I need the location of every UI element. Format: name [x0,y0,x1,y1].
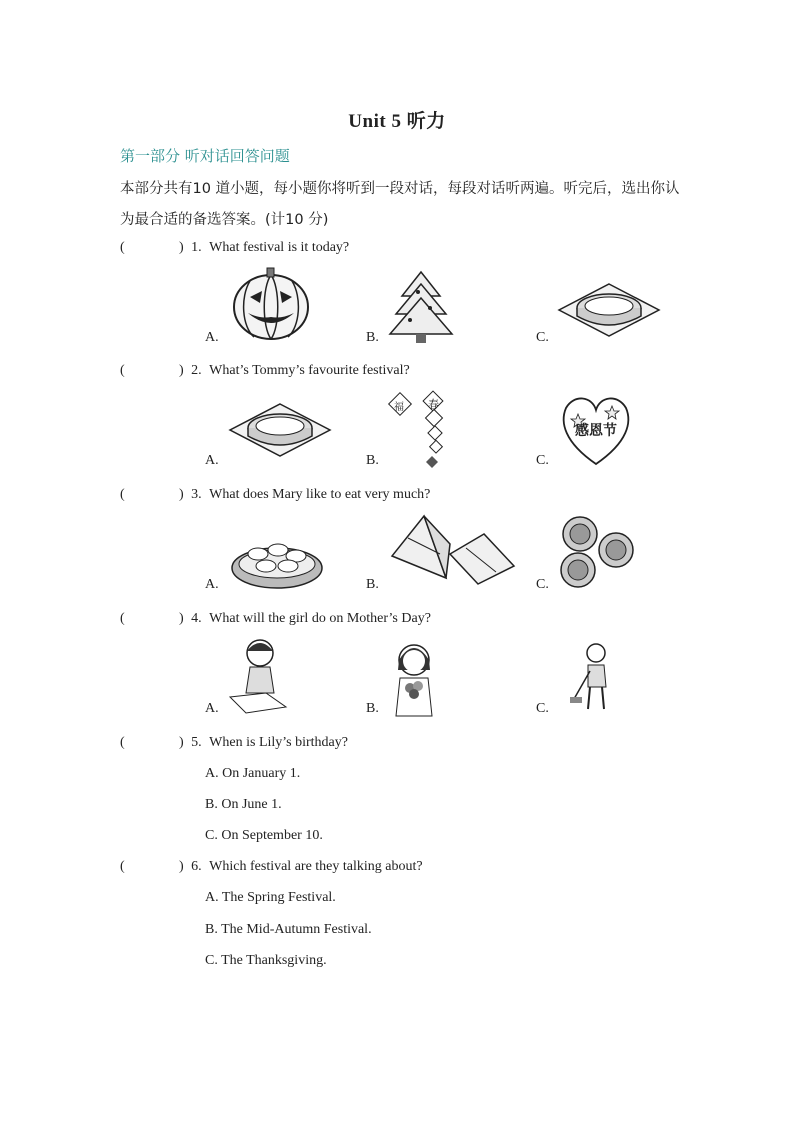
option-5c[interactable]: C. On September 10. [205,828,323,843]
question-text: What does Mary like to eat very much? [209,487,431,502]
question-number: 1. [191,240,202,255]
option-6c[interactable]: C. The Thanksgiving. [205,953,327,968]
instructions: 本部分共有10 道小题，每小题你将听到一段对话，每段对话听两遍。听完后，选出你认为最合适的备选答案。(计10 分) [120,181,680,228]
question-number: 5. [191,735,202,750]
question-text: When is Lily’s birthday? [209,735,348,750]
heart-label: 感恩节 [575,424,617,439]
answer-blank[interactable]: ( [120,611,125,626]
dumplings-plate-icon [230,532,324,590]
option-5b[interactable]: B. On June 1. [205,797,282,812]
question-text: What will the girl do on Mother’s Day? [209,611,431,626]
girl-drawing-icon [226,637,290,715]
mooncakes-stack-icon [556,514,636,592]
zongzi-icon [388,514,516,586]
mooncake-icon [557,282,661,338]
girl-flowers-icon [392,640,436,718]
question-text: Which festival are they talking about? [209,859,423,874]
answer-blank[interactable]: ( [120,363,125,378]
question-number: 3. [191,487,202,502]
section-heading: 第一部分 听对话回答问题 [120,147,290,165]
question-3: ( ) 3. What does Mary like to eat very much? [120,487,431,502]
question-6: ( ) 6. Which festival are they talking about? [120,859,423,874]
answer-blank[interactable]: ( [120,240,125,255]
option-6b[interactable]: B. The Mid-Autumn Festival. [205,922,372,937]
question-2: ( ) 2. What’s Tommy’s favourite festival? [120,363,410,378]
option-6a[interactable]: A. The Spring Festival. [205,890,336,905]
answer-blank[interactable]: ( [120,487,125,502]
answer-blank[interactable]: ( [120,859,125,874]
question-number: 6. [191,859,202,874]
question-1: ( ) 1. What festival is it today? [120,240,350,255]
mooncake-icon [228,402,332,458]
question-5: ( ) 5. When is Lily’s birthday? [120,735,348,750]
girl-sweeping-icon [566,641,614,713]
question-text: What’s Tommy’s favourite festival? [209,363,410,378]
question-number: 2. [191,363,202,378]
question-number: 4. [191,611,202,626]
question-4: ( ) 4. What will the girl do on Mother’s Day? [120,611,431,626]
christmas-tree-icon [388,270,454,344]
page-title: Unit 5 听力 [348,111,446,132]
question-text: What festival is it today? [209,240,350,255]
couplet-char-1: 春 [428,399,439,411]
couplet-char-2: 福 [394,402,404,413]
pumpkin-lantern-icon [232,267,310,341]
option-5a[interactable]: A. On January 1. [205,766,301,781]
answer-blank[interactable]: ( [120,735,125,750]
